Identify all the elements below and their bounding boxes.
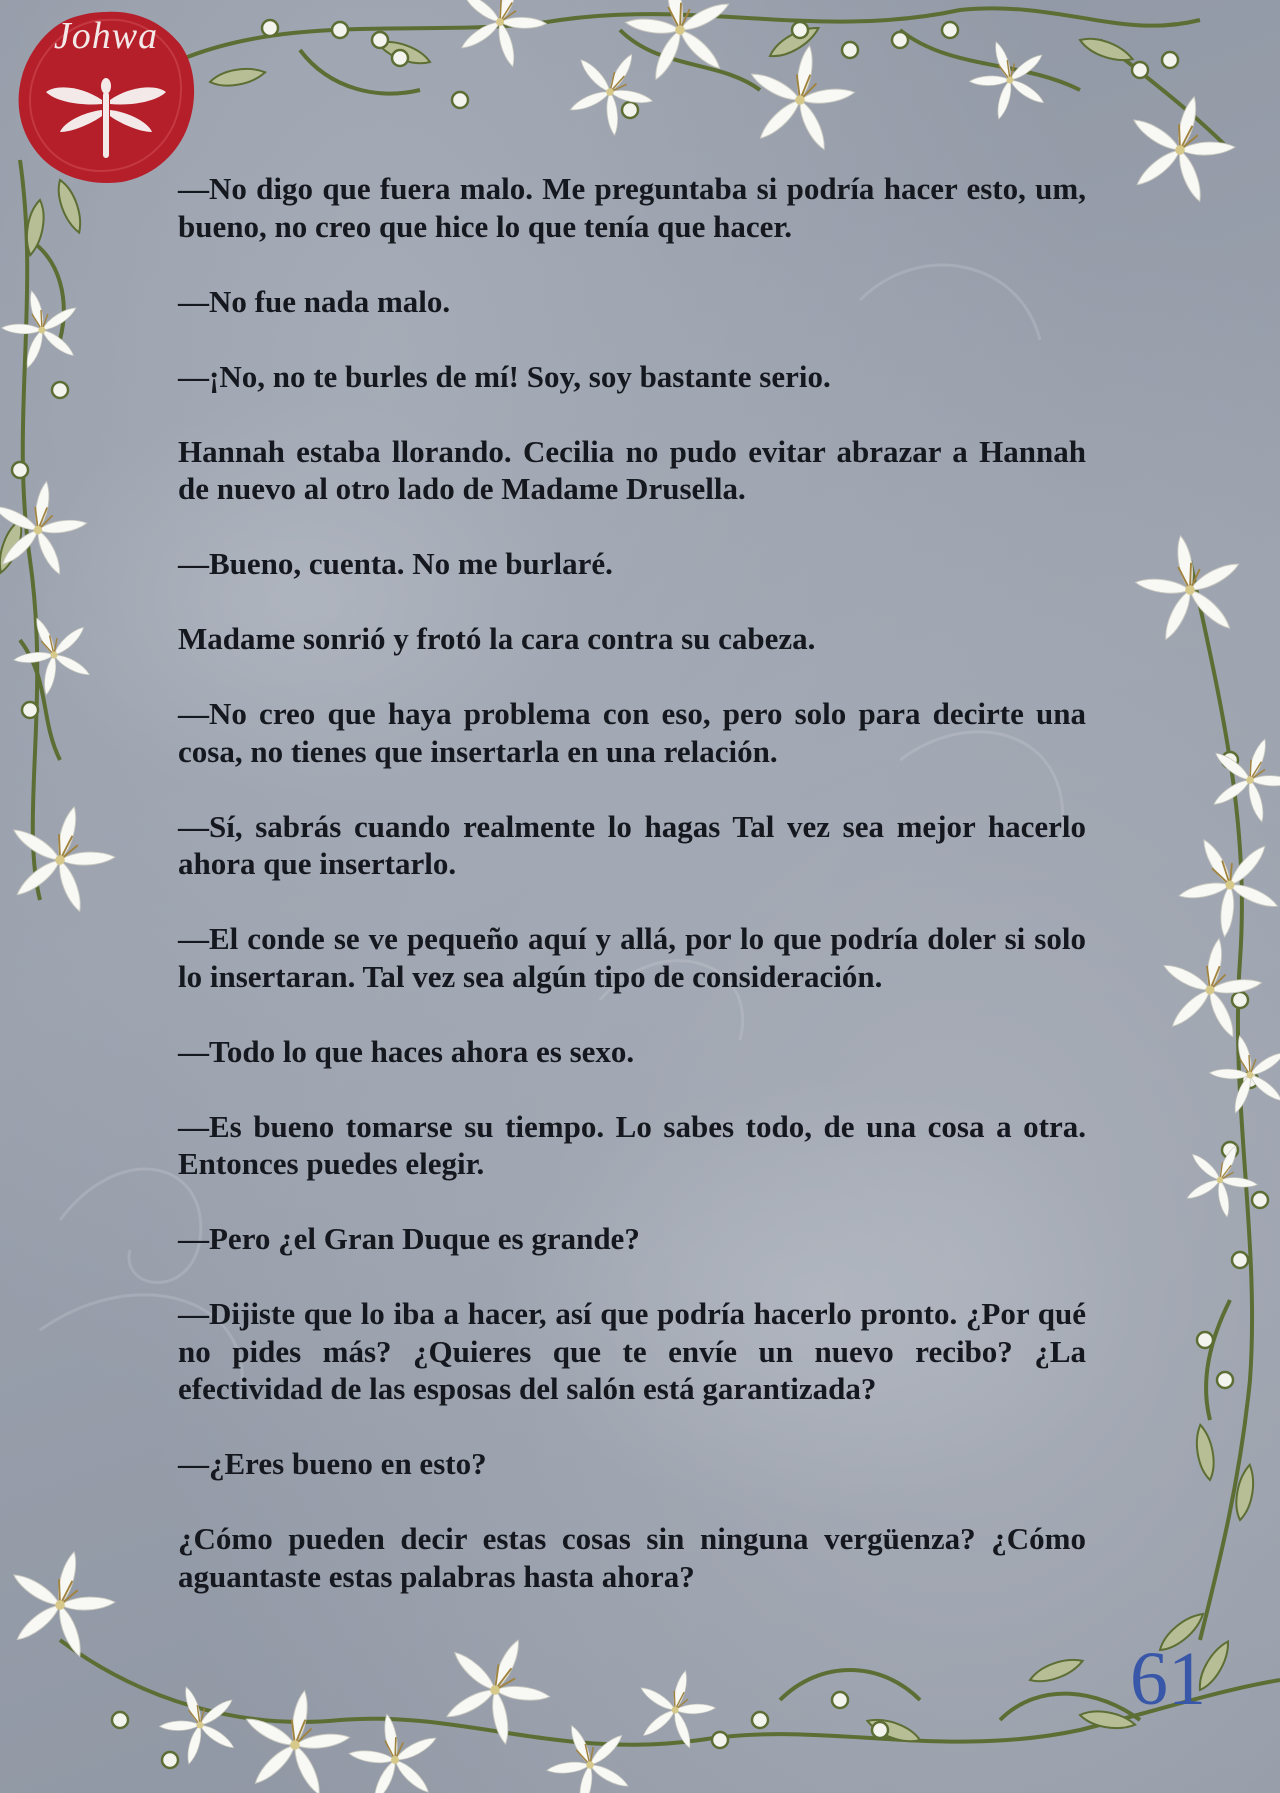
paragraph: —Bueno, cuenta. No me burlaré. (178, 546, 613, 581)
paragraph: —Es bueno tomarse su tiempo. Lo sabes todo, de una cosa a otra. Entonces puedes elegir. (178, 1108, 1086, 1181)
paragraph: —¡No, no te burles de mí! Soy, soy bastante serio. (178, 358, 831, 394)
logo-text: Johwa (53, 15, 159, 57)
paragraph: —El conde se ve pequeño aquí y allá, por lo que podría doler si solo lo insertaran. Tal vez sea algún tipo de consideración. (178, 921, 1086, 994)
story-text (178, 170, 1086, 1633)
paragraph: —Todo lo que haces ahora es sexo. (178, 1033, 635, 1069)
paragraph: —No digo que fuera malo. Me preguntaba si podría hacer esto, um, bueno, no creo que hice lo que tenía que hacer. (178, 171, 1086, 244)
paragraph: —Sí, sabrás cuando realmente lo hagas Tal vez sea mejor hacerlo ahora que insertarlo. (178, 808, 1086, 881)
paragraph: —No fue nada malo. (178, 283, 451, 319)
page-number: 61 (1130, 1637, 1206, 1721)
paragraph: —Pero ¿el Gran Duque es grande? (178, 1221, 640, 1256)
paragraph: ¿Cómo pueden decir estas cosas sin ninguna vergüenza? ¿Cómo aguantaste estas palabras hasta ahora? (178, 1521, 1086, 1594)
paragraph: —¿Eres bueno en esto? (178, 1446, 487, 1481)
paragraph: —No creo que haya problema con eso, pero solo para decirte una cosa, no tienes que insertarla en una relación. (178, 696, 1086, 769)
paragraph: Madame sonrió y frotó la cara contra su cabeza. (178, 621, 816, 656)
paragraph: Hannah estaba llorando. Cecilia no pudo evitar abrazar a Hannah de nuevo al otro lado de Madame Drusella. (178, 433, 1086, 506)
paragraph: —Dijiste que lo iba a hacer, así que podría hacerlo pronto. ¿Por qué no pides más? ¿Quieres que te envíe un nuevo recibo? ¿La efectividad de las esposas del salón está garantizada? (178, 1296, 1086, 1406)
